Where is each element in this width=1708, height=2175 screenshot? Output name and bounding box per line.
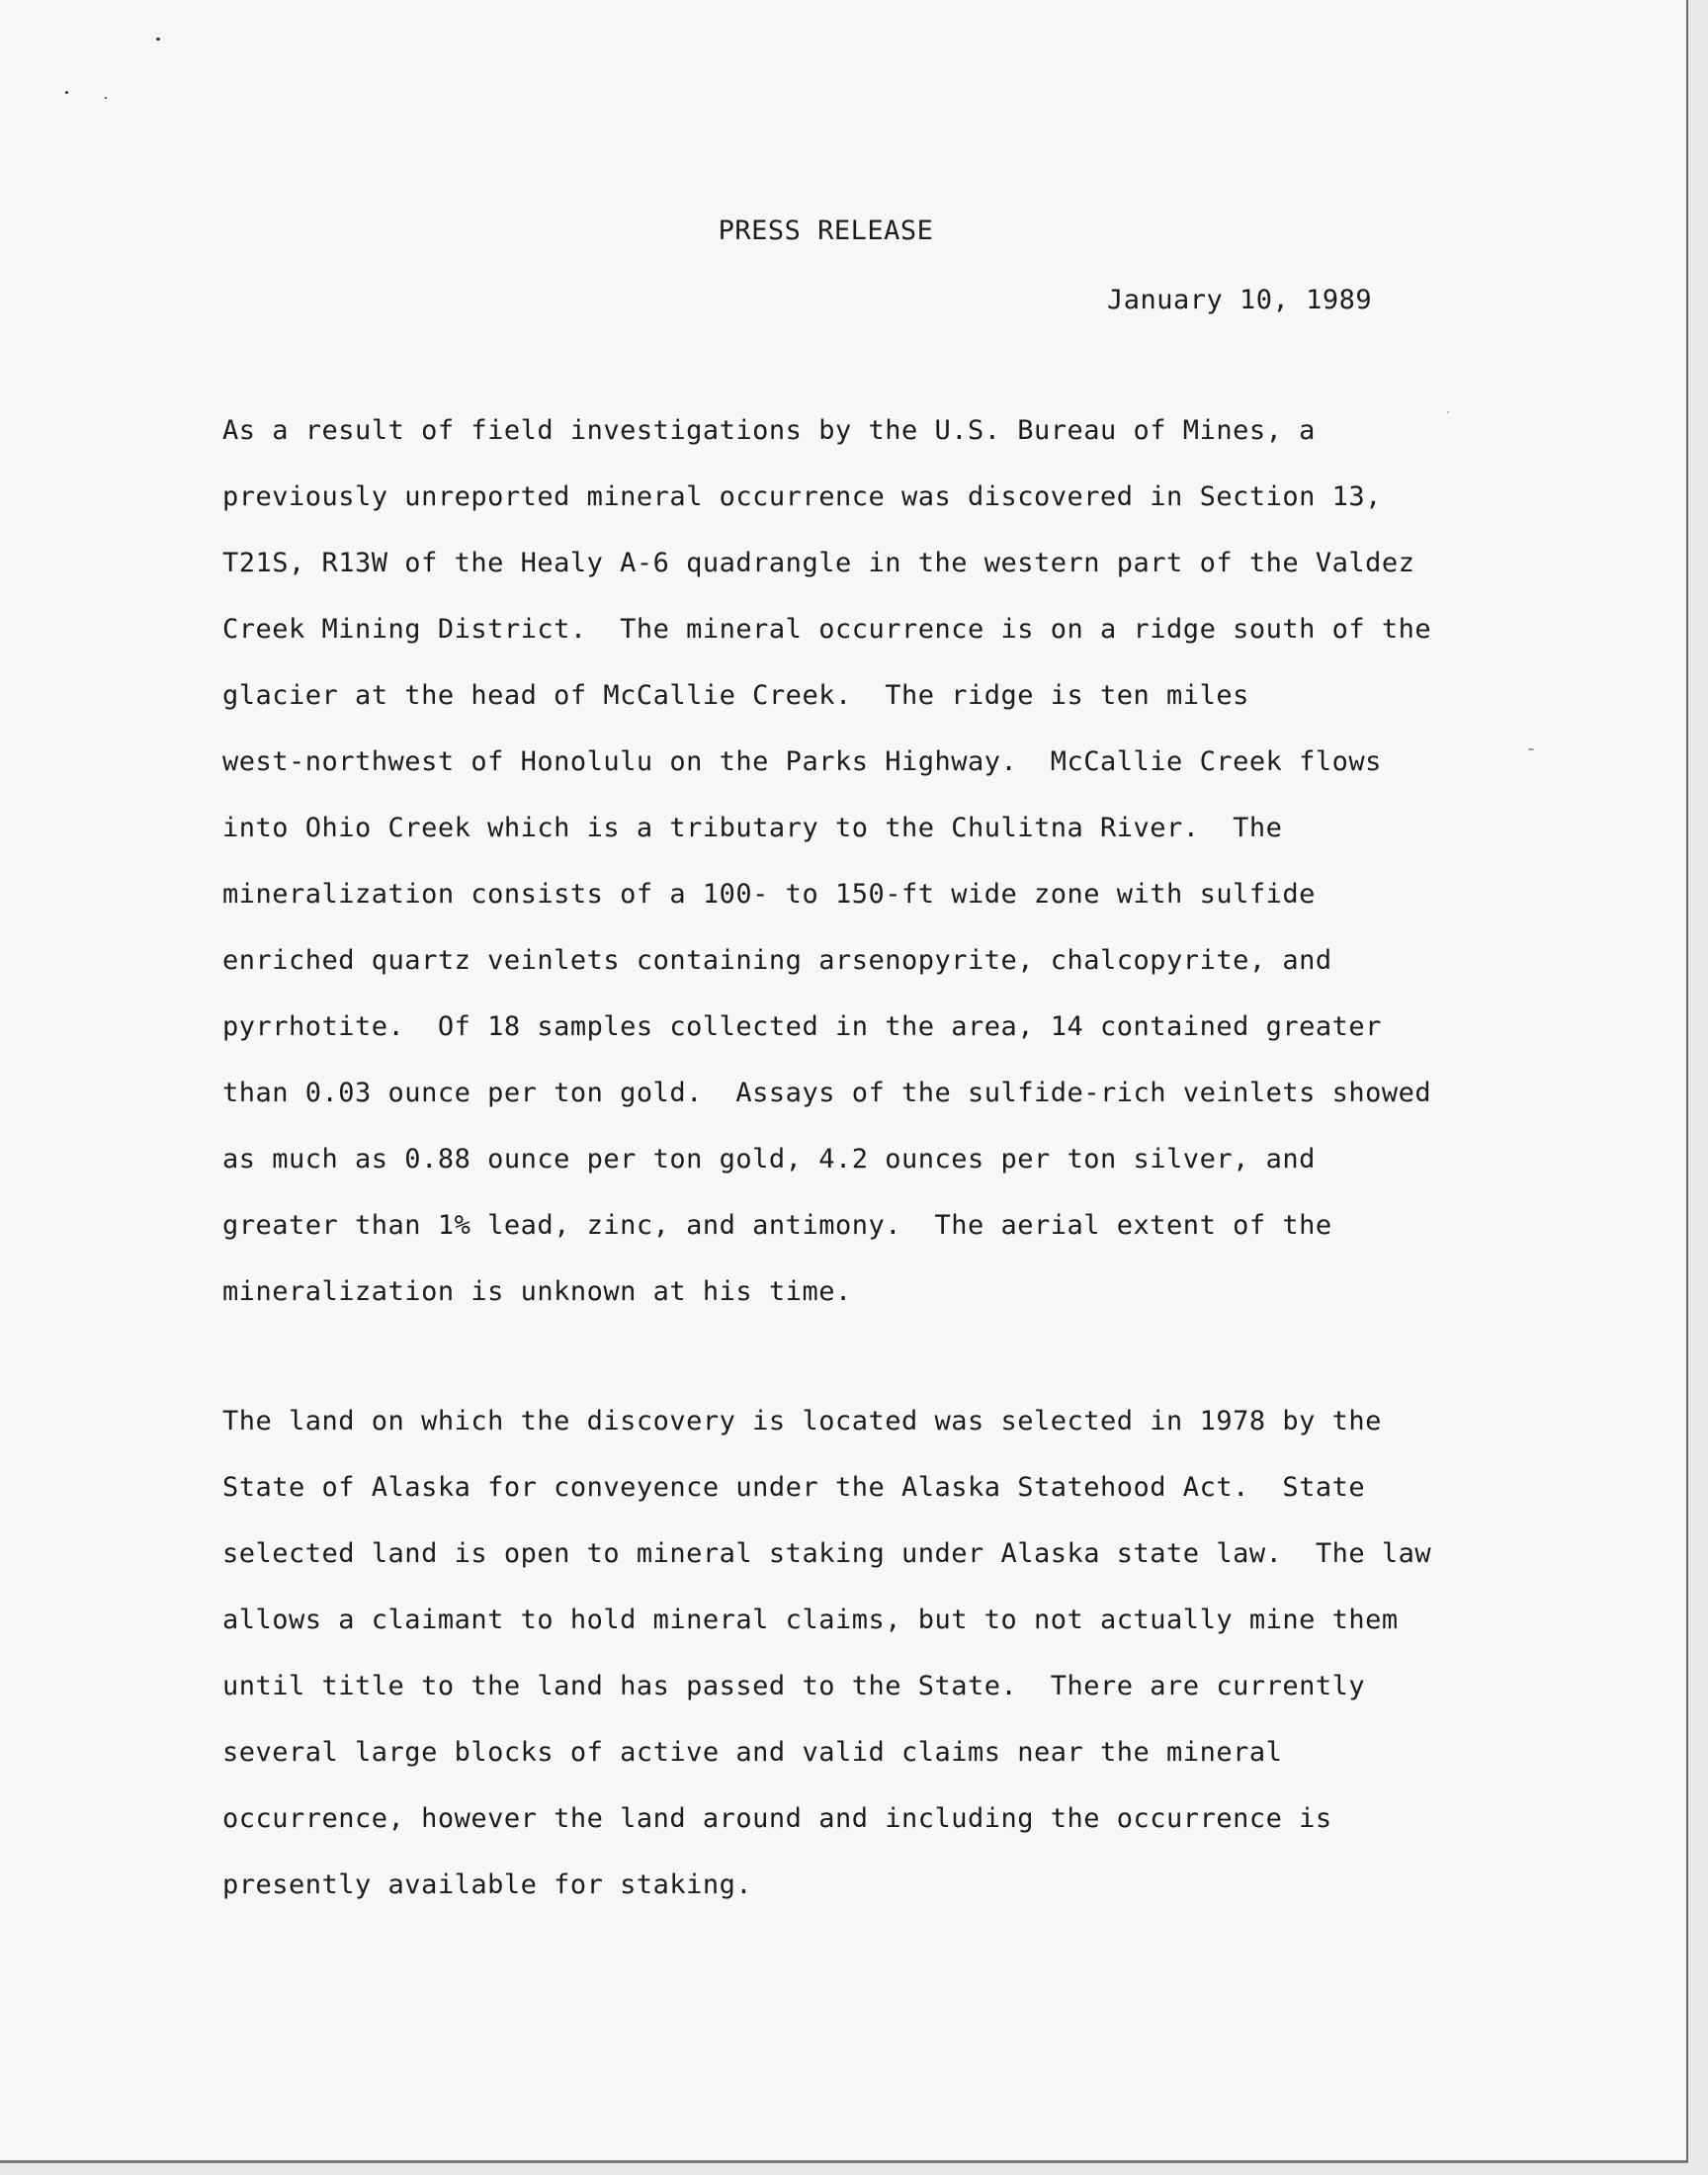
scan-speck [1528, 748, 1534, 750]
text-line: occurrence, however the land around and including the occurrence is [222, 1803, 1332, 1834]
text-line: Creek Mining District. The mineral occurrence is on a ridge south of the [222, 614, 1432, 645]
release-date: January 10, 1989 [1107, 285, 1373, 315]
page-title: PRESS RELEASE [718, 216, 934, 246]
text-line: into Ohio Creek which is a tributary to the Chulitna River. The [222, 813, 1283, 843]
text-line: west-northwest of Honolulu on the Parks Highway. McCallie Creek flows [222, 746, 1382, 777]
text-line: as much as 0.88 ounce per ton gold, 4.2 ounces per ton silver, and [222, 1144, 1316, 1174]
paragraph [222, 409, 1468, 1337]
scan-speck [156, 38, 160, 41]
text-line: presently available for staking. [222, 1870, 753, 1900]
scan-speck [65, 91, 68, 94]
text-line: glacier at the head of McCallie Creek. The ridge is ten miles [222, 680, 1249, 711]
text-line: several large blocks of active and valid claims near the mineral [222, 1737, 1283, 1768]
text-line: allows a claimant to hold mineral claims, but to not actually mine them [222, 1605, 1399, 1635]
paragraph [222, 1400, 1468, 1930]
text-line: T21S, R13W of the Healy A-6 quadrangle in the western part of the Valdez [222, 548, 1415, 578]
text-line: than 0.03 ounce per ton gold. Assays of the sulfide-rich veinlets showed [222, 1078, 1432, 1108]
text-line: State of Alaska for conveyence under the Alaska Statehood Act. State [222, 1472, 1366, 1503]
text-line: greater than 1% lead, zinc, and antimony. The aerial extent of the [222, 1210, 1332, 1241]
scan-speck [105, 97, 107, 99]
text-line: mineralization consists of a 100- to 150-ft wide zone with sulfide [222, 879, 1316, 910]
text-line: mineralization is unknown at his time. [222, 1276, 852, 1307]
text-line: previously unreported mineral occurrence was discovered in Section 13, [222, 481, 1382, 512]
text-line: As a result of field investigations by the U.S. Bureau of Mines, a [222, 415, 1316, 446]
text-line: selected land is open to mineral staking under Alaska state law. The law [222, 1538, 1432, 1569]
text-line: enriched quartz veinlets containing arsenopyrite, chalcopyrite, and [222, 945, 1332, 976]
text-line: until title to the land has passed to the State. There are currently [222, 1671, 1366, 1701]
text-line: pyrrhotite. Of 18 samples collected in the area, 14 contained greater [222, 1011, 1382, 1042]
text-line: The land on which the discovery is located was selected in 1978 by the [222, 1406, 1382, 1436]
